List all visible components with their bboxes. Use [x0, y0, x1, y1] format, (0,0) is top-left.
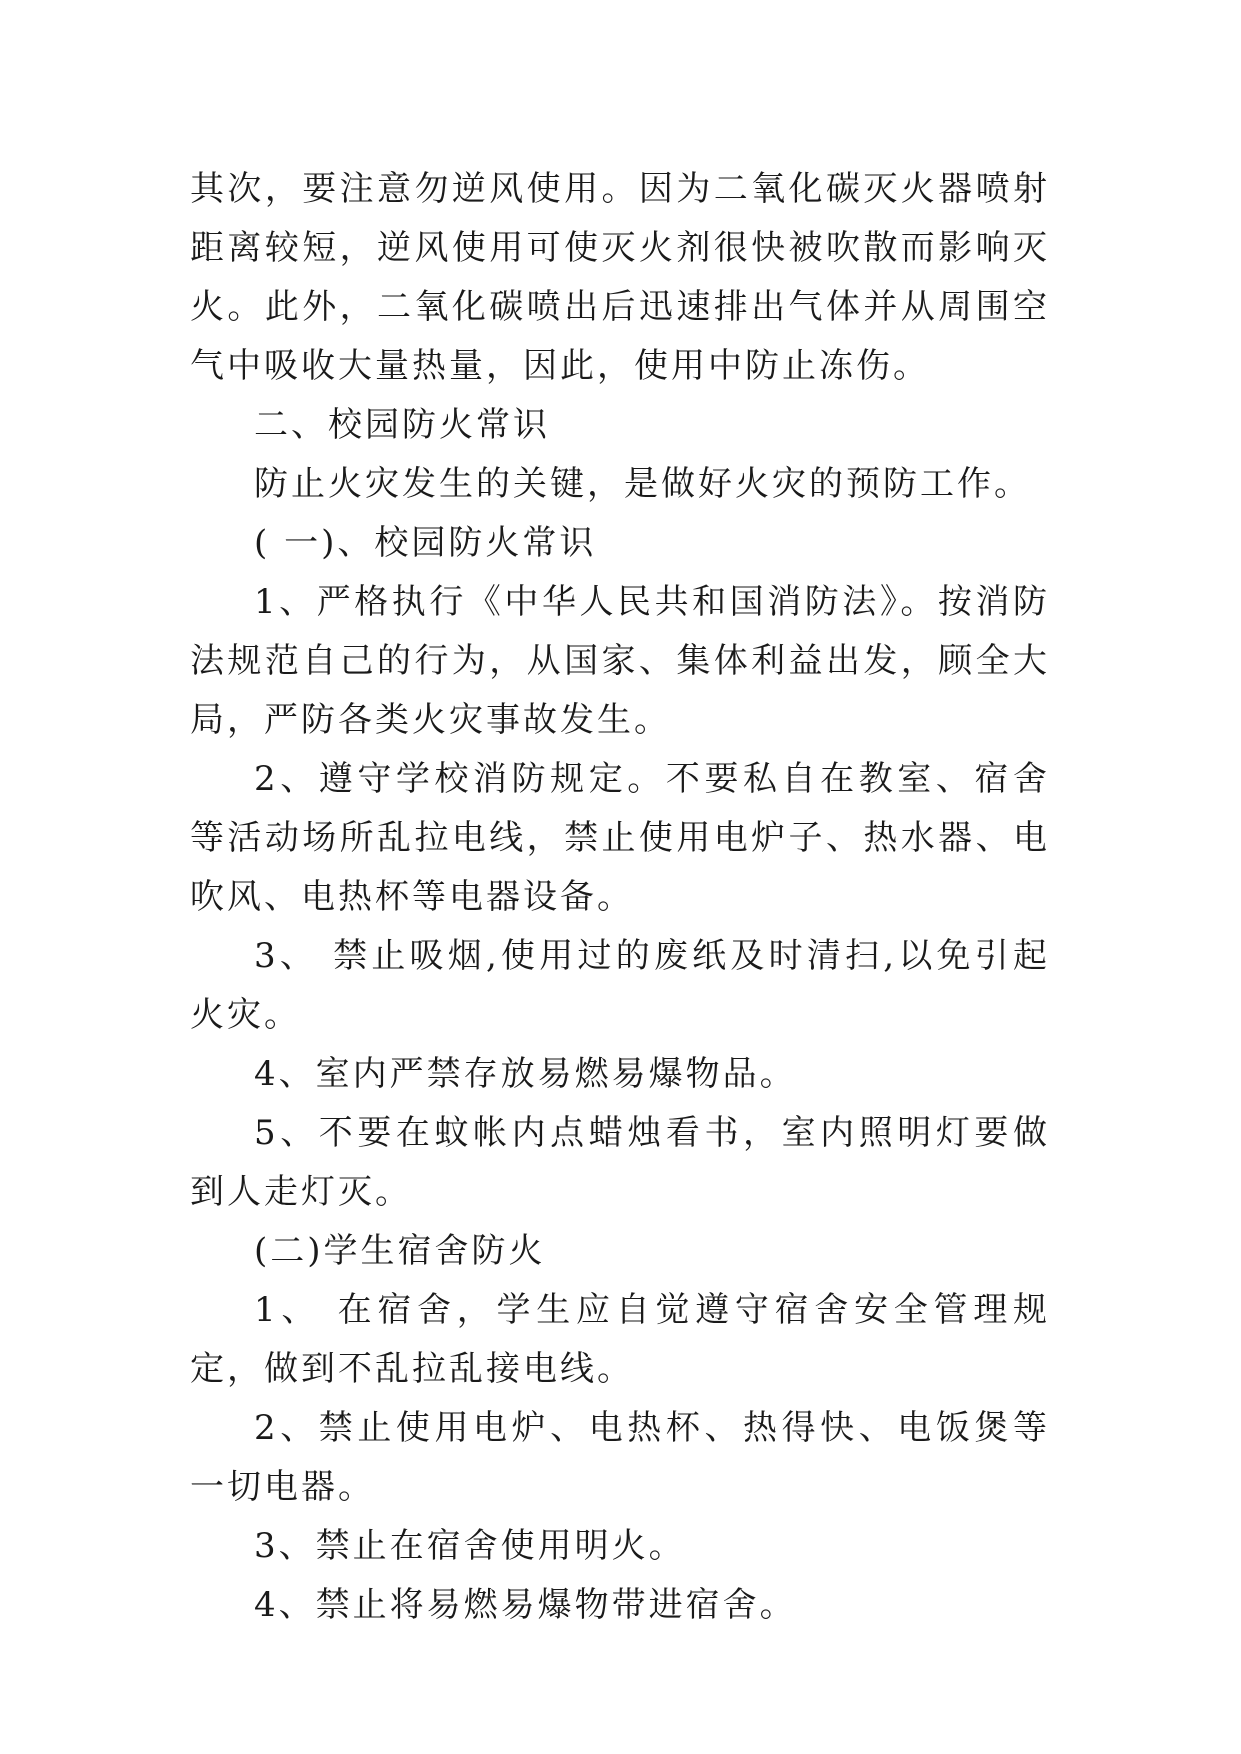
subsection-heading-dorm-fire: (二)学生宿舍防火 — [254, 1231, 546, 1271]
list-item-dorm-explosives: 4、禁止将易燃易爆物带进宿舍。 — [254, 1585, 797, 1625]
list-item-no-flammables: 4、室内严禁存放易燃易爆物品。 — [254, 1054, 797, 1094]
list-item-candles-lights: 5、不要在蚊帐内点蜡烛看书，室内照明灯要做到人走灯灭。 — [190, 1113, 1050, 1212]
subsection-heading-campus-fire: ( 一)、校园防火常识 — [254, 523, 597, 563]
list-item-fire-law: 1、严格执行《中华人民共和国消防法》。按消防法规范自己的行为，从国家、集体利益出发，顾全大局，严防各类火灾事故发生。 — [190, 582, 1050, 740]
paragraph-prevention-key: 防止火灾发生的关键，是做好火灾的预防工作。 — [254, 464, 1031, 504]
list-item-dorm-open-fire: 3、禁止在宿舍使用明火。 — [254, 1526, 686, 1566]
document-body — [190, 160, 1050, 1635]
list-item-dorm-wiring: 1、 在宿舍，学生应自觉遵守宿舍安全管理规定，做到不乱拉乱接电线。 — [190, 1290, 1050, 1389]
paragraph-co2-usage: 其次，要注意勿逆风使用。因为二氧化碳灭火器喷射距离较短，逆风使用可使灭火剂很快被吹散而影响灭火。此外，二氧化碳喷出后迅速排出气体并从周围空气中吸收大量热量，因此，使用中防止冻伤。 — [190, 169, 1050, 386]
section-heading-campus-fire-knowledge: 二、校园防火常识 — [254, 405, 550, 445]
list-item-dorm-appliances: 2、禁止使用电炉、电热杯、热得快、电饭煲等一切电器。 — [190, 1408, 1050, 1507]
list-item-school-rules: 2、遵守学校消防规定。不要私自在教室、宿舍等活动场所乱拉电线，禁止使用电炉子、热水器、电吹风、电热杯等电器设备。 — [190, 759, 1050, 917]
list-item-no-smoking: 3、 禁止吸烟,使用过的废纸及时清扫,以免引起火灾。 — [190, 936, 1050, 1035]
